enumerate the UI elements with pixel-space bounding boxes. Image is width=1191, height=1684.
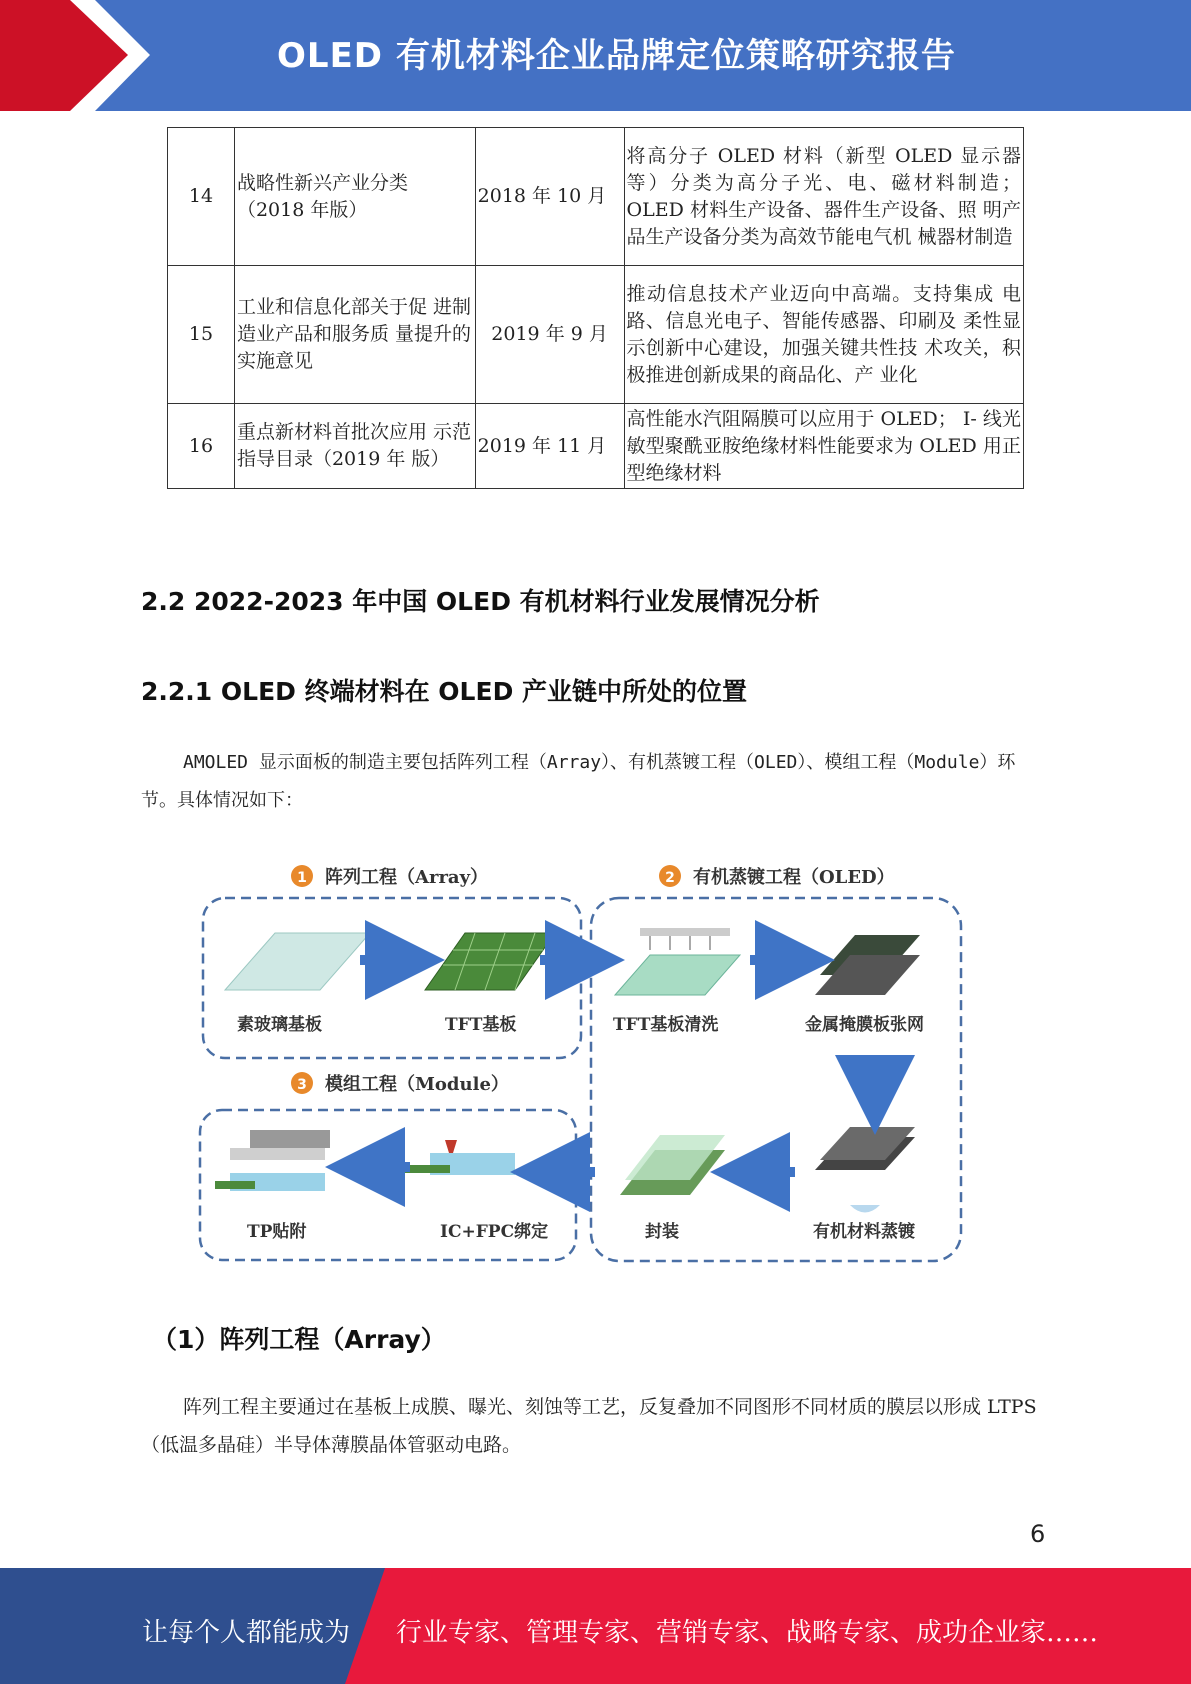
amoled-process-diagram: [195, 855, 975, 1275]
tft-substrate-image: [425, 933, 555, 990]
section-heading: 2.2 2022-2023 年中国 OLED 有机材料行业发展情况分析: [141, 587, 820, 616]
tft-cleaning-image: [615, 928, 740, 995]
row-number: 14: [168, 128, 235, 266]
stage-2-number: 2: [665, 870, 675, 886]
step-caption: TP贴附: [247, 1222, 307, 1242]
step-caption: 素玻璃基板: [237, 1015, 322, 1035]
policy-content: 将高分子 OLED 材料（新型 OLED 显示器 等）分类为高分子光、电、磁材料制造； OLED 材料生产设备、器件生产设备、照 明产品生产设备分类为高效节能电气机 械器材制造: [624, 128, 1024, 266]
policy-name-line: 战略性新兴产业分类: [236, 171, 408, 194]
glass-substrate-image: [225, 933, 370, 990]
footer-slogan-right: 行业专家、管理专家、营销专家、战略专家、成功企业家……: [396, 1618, 1099, 1648]
body-paragraph: 阵列工程主要通过在基板上成膜、曝光、刻蚀等工艺，反复叠加不同图形不同材质的膜层以形成 LTPS（低温多晶硅）半导体薄膜晶体管驱动电路。: [141, 1396, 1037, 1456]
page-header: [0, 0, 1191, 111]
policy-date: 2019 年 9 月: [475, 266, 624, 404]
metal-mask-image: [815, 935, 920, 995]
footer-slogan-left: 让每个人都能成为: [142, 1618, 351, 1648]
tp-attach-image: [215, 1130, 330, 1191]
table-row: [168, 404, 1024, 489]
table-row: [168, 128, 1024, 266]
policy-content: 高性能水汽阻隔膜可以应用于 OLED； I- 线光敏型聚酰亚胺绝缘材料性能要求为 OLED 用正型绝缘材料: [624, 404, 1024, 489]
stage-2-label: 有机蒸镀工程（OLED）: [693, 867, 895, 888]
stage-1-label: 阵列工程（Array）: [325, 867, 489, 888]
oled-stage-box: [591, 898, 961, 1261]
header-arrow-decoration: [0, 0, 160, 111]
subsection-heading: （1）阵列工程（Array）: [152, 1325, 446, 1354]
policy-content: 推动信息技术产业迈向中高端。支持集成 电路、信息光电子、智能传感器、印刷及 柔性显示创新中心建设，加强关键共性技 术攻关，积极推进创新成果的商品化、产 业化: [624, 266, 1024, 404]
page-number: 6: [1030, 1520, 1046, 1548]
policy-date: 2018 年 10 月: [475, 128, 624, 266]
step-caption: 有机材料蒸镀: [813, 1222, 915, 1242]
policy-table: [167, 127, 1024, 489]
encapsulation-image: [620, 1135, 725, 1195]
stage-1-number: 1: [297, 870, 307, 886]
stage-3-number: 3: [297, 1077, 307, 1093]
policy-name: [234, 128, 475, 266]
step-caption: TFT基板清洗: [613, 1015, 719, 1035]
header-title: OLED 有机材料企业品牌定位策略研究报告: [277, 36, 956, 76]
policy-name: 重点新材料首批次应用 示范指导目录（2019 年 版）: [234, 404, 475, 489]
ic-fpc-bonding-image: [405, 1140, 515, 1175]
step-caption: TFT基板: [445, 1015, 517, 1035]
evaporation-image: [815, 1127, 915, 1213]
policy-name-line: （2018 年版）: [236, 198, 368, 221]
subsection-heading: 2.2.1 OLED 终端材料在 OLED 产业链中所处的位置: [141, 677, 748, 706]
stage-3-label: 模组工程（Module）: [325, 1074, 509, 1095]
table-row: [168, 266, 1024, 404]
body-paragraph: AMOLED 显示面板的制造主要包括阵列工程（Array）、有机蒸镀工程（OLED）、模组工程（Module）环节。具体情况如下：: [141, 752, 1016, 811]
policy-date: 2019 年 11 月: [475, 404, 624, 489]
row-number: 15: [168, 266, 235, 404]
policy-name: 工业和信息化部关于促 进制造业产品和服务质 量提升的实施意见: [234, 266, 475, 404]
step-caption: 封装: [645, 1222, 679, 1242]
row-number: 16: [168, 404, 235, 489]
step-caption: 金属掩膜板张网: [805, 1015, 924, 1035]
step-caption: IC+FPC绑定: [440, 1222, 549, 1242]
